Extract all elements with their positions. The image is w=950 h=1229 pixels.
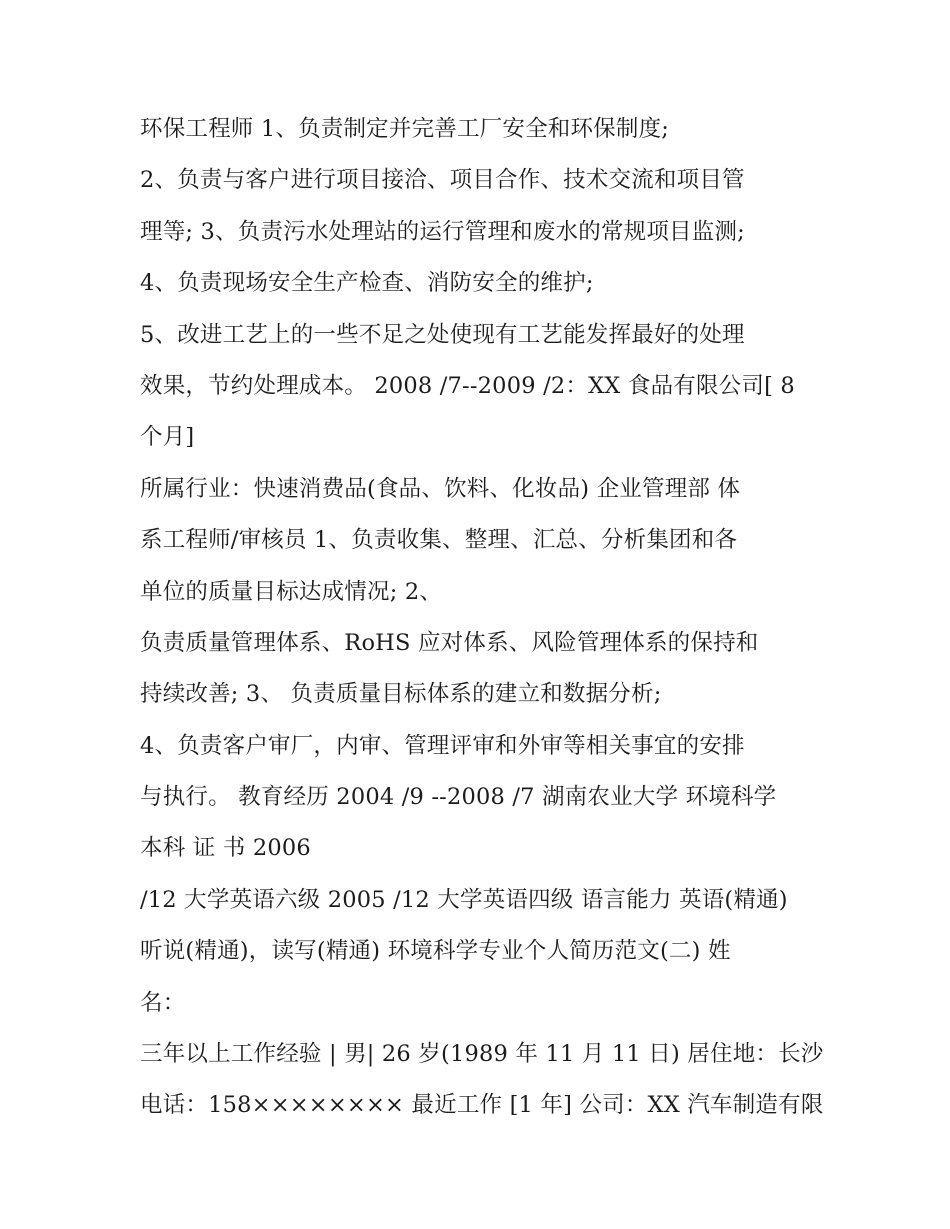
text-line: 系工程师/审核员 1、负责收集、整理、汇总、分析集团和各 [140,527,738,554]
text-line: 效果，节约处理成本。 2008 /7--2009 /2：XX 食品有限公司[ 8 [140,372,795,399]
text-line: 5、改进工艺上的一些不足之处使现有工艺能发挥最好的处理 [140,321,745,348]
text-line: 单位的质量目标达成情况; 2、 [140,578,443,605]
text-line: 电话：158×××××××× 最近工作 [1 年] 公司：XX 汽车制造有限 [140,1092,824,1119]
text-line: 所属行业：快速消费品(食品、饮料、化妆品) 企业管理部 体 [140,475,741,502]
text-line: 本科 证 书 2006 [140,835,311,862]
text-line: 4、负责客户审厂，内审、管理评审和外审等相关事宜的安排 [140,732,745,759]
text-line: 个月] [140,424,195,451]
text-line: 与执行。 教育经历 2004 /9 --2008 /7 湖南农业大学 环境科学 [140,784,777,811]
document-body [140,104,824,1132]
text-line: 三年以上工作经验 | 男| 26 岁(1989 年 11 月 11 日) 居住地：长沙 [140,1041,824,1068]
text-line: 2、负责与客户进行项目接洽、项目合作、技术交流和项目管 [140,167,745,194]
text-line: 负责质量管理体系、RoHS 应对体系、风险管理体系的保持和 [140,629,759,656]
text-line: 理等; 3、负责污水处理站的运行管理和废水的常规项目监测; [140,218,745,245]
text-line: 4、负责现场安全生产检查、消防安全的维护; [140,270,594,297]
text-line: 环保工程师 1、负责制定并完善工厂安全和环保制度; [140,116,670,142]
text-line: /12 大学英语六级 2005 /12 大学英语四级 语言能力 英语(精通) [140,886,788,913]
text-line: 名： [140,989,186,1016]
text-line: 持续改善; 3、 负责质量目标体系的建立和数据分析; [140,681,662,708]
text-line: 听说(精通)，读写(精通) 环境科学专业个人简历范文(二) 姓 [140,938,731,965]
